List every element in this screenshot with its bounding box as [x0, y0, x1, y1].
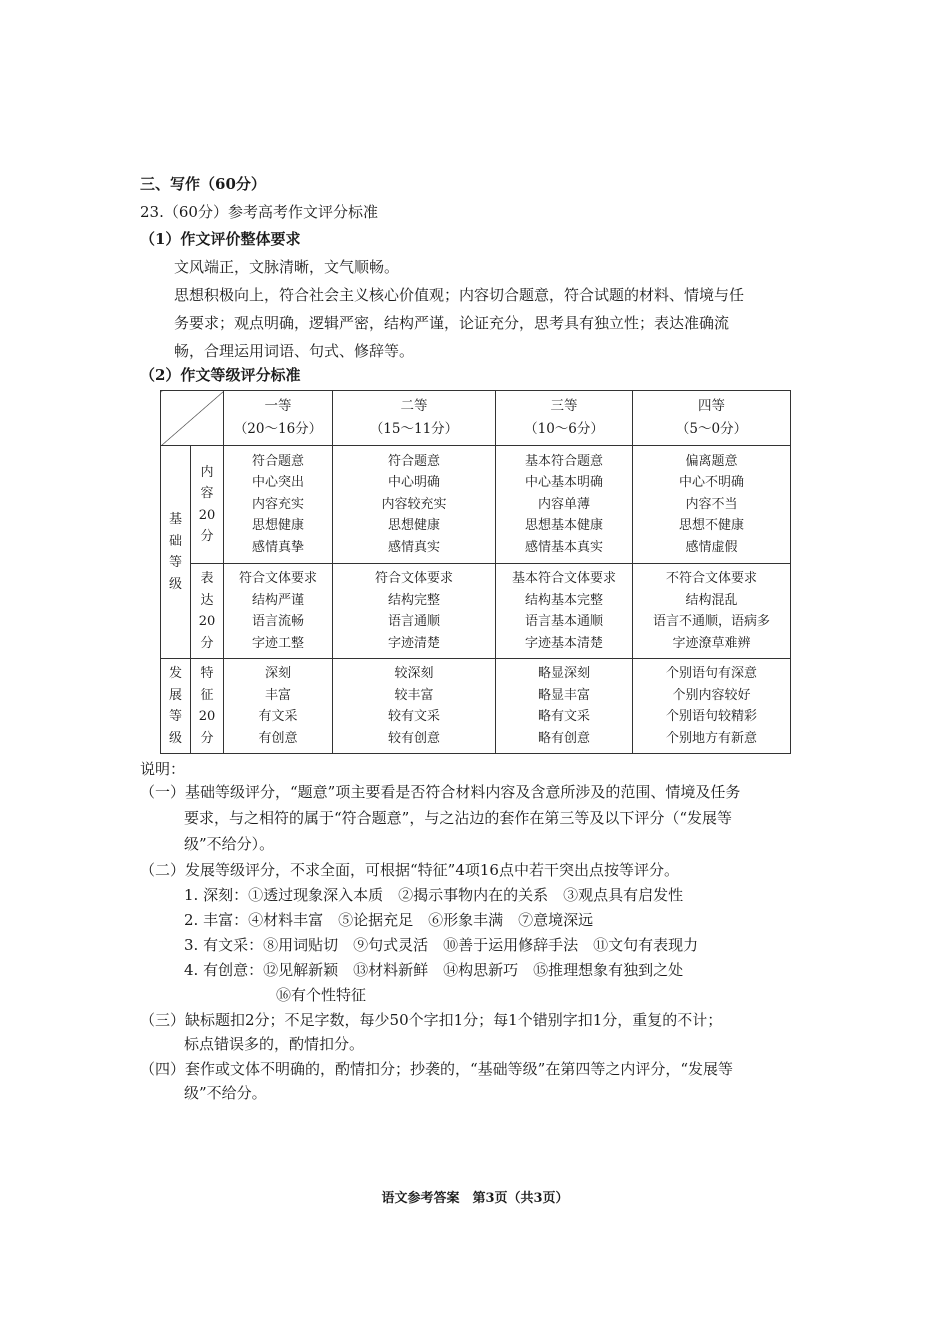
note-2-item4: 4. 有创意：⑫见解新颖 ⑬材料新鲜 ⑭构思新巧 ⑮推理想象有独到之处 — [184, 961, 684, 979]
header-grade-2: 二等 （15～11分） — [333, 391, 496, 446]
grading-table — [160, 390, 791, 754]
part1-line3: 务要求；观点明确，逻辑严密，结构严谨，论证充分，思考具有独立性；表达准确流 — [174, 314, 730, 332]
row-label-expression: 表 达 20 分 — [191, 564, 224, 659]
group-label-basic: 基 础 等 级 — [161, 446, 191, 659]
note-3-line1: （三）缺标题扣2分；不足字数，每少50个字扣1分；每1个错别字扣1分，重复的不计； — [140, 1011, 723, 1029]
content-grade-4: 偏离题意 中心不明确 内容不当 思想不健康 感情虚假 — [633, 446, 791, 564]
expression-grade-2: 符合文体要求 结构完整 语言通顺 字迹清楚 — [333, 564, 496, 659]
expression-grade-1: 符合文体要求 结构严谨 语言流畅 字迹工整 — [224, 564, 333, 659]
table-row-content — [161, 446, 791, 564]
note-3-line2: 标点错误多的，酌情扣分。 — [184, 1035, 365, 1053]
row-label-features: 特 征 20 分 — [191, 659, 224, 754]
section-title: 三、写作（60分） — [140, 175, 266, 193]
content-grade-3: 基本符合题意 中心基本明确 内容单薄 思想基本健康 感情基本真实 — [496, 446, 633, 564]
table-row-expression — [161, 564, 791, 659]
part1-line1: 文风端正，文脉清晰，文气顺畅。 — [174, 258, 400, 276]
note-1-line2: 要求，与之相符的属于“符合题意”，与之沾边的套作在第三等及以下评分（“发展等 — [184, 809, 733, 827]
part1-line2: 思想积极向上，符合社会主义核心价值观；内容切合题意，符合试题的材料、情境与任 — [174, 286, 745, 304]
table-header-row — [161, 391, 791, 446]
features-grade-4: 个别语句有深意 个别内容较好 个别语句较精彩 个别地方有新意 — [633, 659, 791, 754]
part2-heading: （2）作文等级评分标准 — [140, 366, 301, 384]
part1-heading: （1）作文评价整体要求 — [140, 230, 301, 248]
group-label-development: 发 展 等 级 — [161, 659, 191, 754]
expression-grade-4: 不符合文体要求 结构混乱 语言不通顺，语病多 字迹潦草难辨 — [633, 564, 791, 659]
note-1-line1: （一）基础等级评分，“题意”项主要看是否符合材料内容及含意所涉及的范围、情境及任务 — [140, 783, 741, 801]
part1-line4: 畅，合理运用词语、句式、修辞等。 — [174, 342, 415, 360]
header-grade-4: 四等 （5～0分） — [633, 391, 791, 446]
note-1-line3: 级”不给分）。 — [184, 835, 275, 853]
note-2-item4-cont: ⑯有个性特征 — [276, 986, 367, 1004]
note-4-line1: （四）套作或文体不明确的，酌情扣分；抄袭的，“基础等级”在第四等之内评分，“发展等 — [140, 1060, 734, 1078]
diagonal-corner-cell — [161, 391, 224, 446]
features-grade-1: 深刻 丰富 有文采 有创意 — [224, 659, 333, 754]
content-grade-1: 符合题意 中心突出 内容充实 思想健康 感情真挚 — [224, 446, 333, 564]
note-4-line2: 级”不给分。 — [184, 1084, 267, 1102]
content-grade-2: 符合题意 中心明确 内容较充实 思想健康 感情真实 — [333, 446, 496, 564]
features-grade-2: 较深刻 较丰富 较有文采 较有创意 — [333, 659, 496, 754]
page-footer: 语文参考答案 第3页（共3页） — [381, 1191, 569, 1206]
header-grade-3: 三等 （10～6分） — [496, 391, 633, 446]
note-2: （二）发展等级评分，不求全面，可根据“特征”4项16点中若干突出点按等评分。 — [140, 861, 679, 879]
header-grade-1: 一等 （20～16分） — [224, 391, 333, 446]
row-label-content: 内 容 20 分 — [191, 446, 224, 564]
note-2-item2: 2. 丰富：④材料丰富 ⑤论据充足 ⑥形象丰满 ⑦意境深远 — [184, 911, 594, 929]
note-2-item3: 3. 有文采：⑧用词贴切 ⑨句式灵活 ⑩善于运用修辞手法 ⑪文句有表现力 — [184, 936, 699, 954]
notes-title: 说明： — [140, 760, 186, 778]
features-grade-3: 略显深刻 略显丰富 略有文采 略有创意 — [496, 659, 633, 754]
question-line: 23.（60分）参考高考作文评分标准 — [140, 203, 378, 221]
note-2-item1: 1. 深刻：①透过现象深入本质 ②揭示事物内在的关系 ③观点具有启发性 — [184, 886, 684, 904]
table-row-features — [161, 659, 791, 754]
expression-grade-3: 基本符合文体要求 结构基本完整 语言基本通顺 字迹基本清楚 — [496, 564, 633, 659]
